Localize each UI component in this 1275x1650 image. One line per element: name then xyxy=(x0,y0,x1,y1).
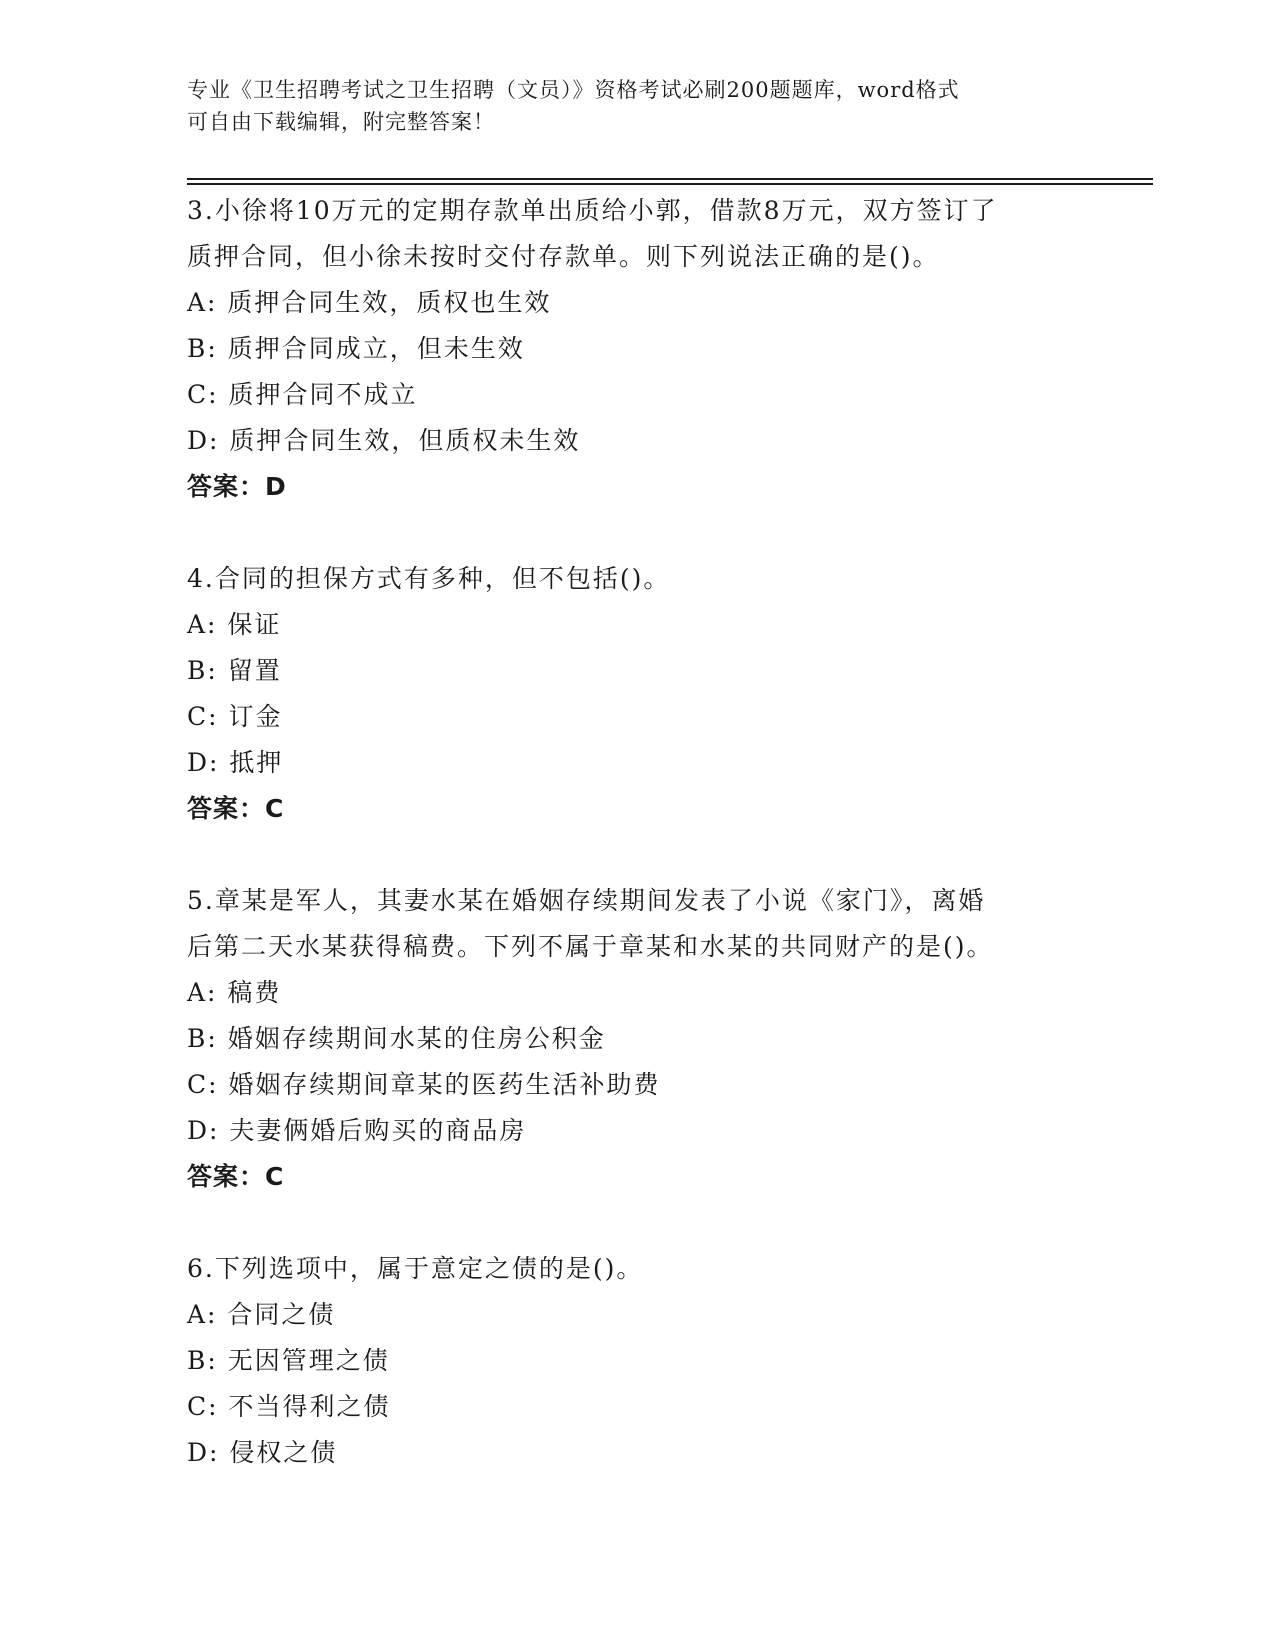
question-stem-line: 后第二天水某获得稿费。下列不属于章某和水某的共同财产的是()。 xyxy=(187,932,994,961)
option-c: C: 不当得利之债 xyxy=(187,1392,391,1421)
option-a: A: 稿费 xyxy=(187,978,282,1007)
option-d: D: 侵权之债 xyxy=(187,1438,338,1467)
question-stem-line: 3.小徐将10万元的定期存款单出质给小郭，借款8万元，双方签订了 xyxy=(187,196,998,225)
answer-line: 答案：D xyxy=(187,472,287,501)
option-d: D: 质押合同生效，但质权未生效 xyxy=(187,426,581,455)
header-divider-top xyxy=(187,178,1153,180)
header-title-line-2: 可自由下载编辑，附完整答案！ xyxy=(187,110,495,134)
option-d: D: 抵押 xyxy=(187,748,284,777)
question-stem-line: 6.下列选项中，属于意定之债的是()。 xyxy=(187,1254,644,1283)
question-item xyxy=(187,878,1087,1200)
option-d: D: 夫妻俩婚后购买的商品房 xyxy=(187,1116,527,1145)
option-a: A: 保证 xyxy=(187,610,282,639)
question-item xyxy=(187,188,1087,510)
question-list xyxy=(187,188,1087,1522)
document-header xyxy=(187,74,1067,138)
question-stem-line: 5.章某是军人，其妻水某在婚姻存续期间发表了小说《家门》，离婚 xyxy=(187,886,986,915)
option-b: B: 婚姻存续期间水某的住房公积金 xyxy=(187,1024,606,1053)
answer-line: 答案：C xyxy=(187,794,285,823)
option-a: A: 质押合同生效，质权也生效 xyxy=(187,288,552,317)
question-item xyxy=(187,1246,1087,1476)
header-title-line-1: 专业《卫生招聘考试之卫生招聘（文员）》资格考试必刷200题题库，word格式 xyxy=(187,78,960,102)
option-c: C: 质押合同不成立 xyxy=(187,380,418,409)
option-b: B: 留置 xyxy=(187,656,282,685)
answer-line: 答案：C xyxy=(187,1162,285,1191)
header-divider-bottom xyxy=(187,183,1153,185)
question-stem-line: 4.合同的担保方式有多种，但不包括()。 xyxy=(187,564,671,593)
question-stem-line: 质押合同，但小徐未按时交付存款单。则下列说法正确的是()。 xyxy=(187,242,940,271)
option-a: A: 合同之债 xyxy=(187,1300,336,1329)
question-item xyxy=(187,556,1087,832)
option-b: B: 质押合同成立，但未生效 xyxy=(187,334,525,363)
option-c: C: 订金 xyxy=(187,702,283,731)
option-b: B: 无因管理之债 xyxy=(187,1346,390,1375)
option-c: C: 婚姻存续期间章某的医药生活补助费 xyxy=(187,1070,661,1099)
